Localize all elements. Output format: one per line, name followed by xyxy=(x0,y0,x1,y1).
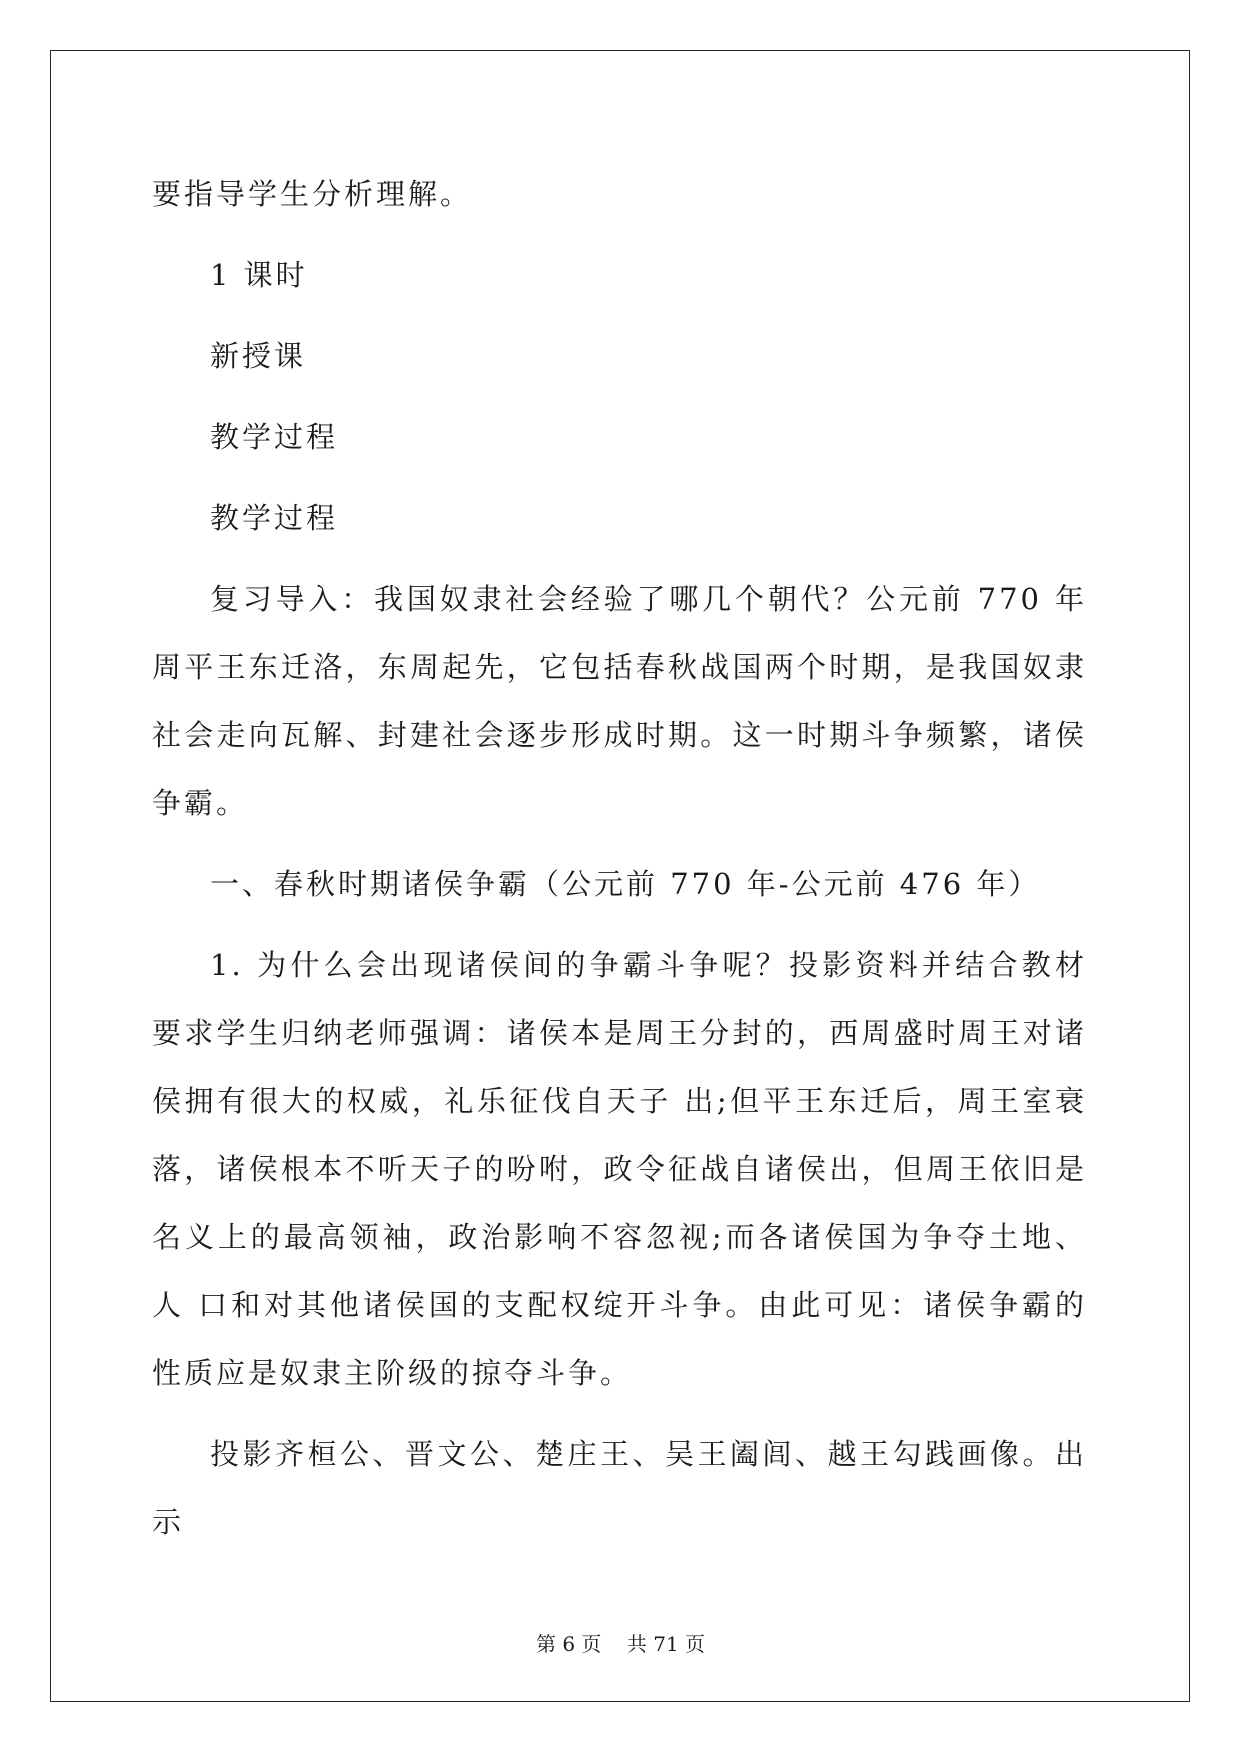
paragraph: 教学过程 xyxy=(210,501,339,535)
paragraph: 复习导入：我国奴隶社会经验了哪几个朝代？公元前 770 年周平王东迁洛，东周起先，它包括春秋战国两个时期，是我国奴隶社会走向瓦解、封建社会逐步形成时期。这一时期斗争频繁，诸侯争霸。 xyxy=(152,582,1087,820)
paragraph: 教学过程 xyxy=(210,420,339,454)
document-body xyxy=(152,160,1087,1569)
page-total: 共 71 页 xyxy=(626,1632,706,1656)
paragraph: 新授课 xyxy=(210,339,307,373)
paragraph: 1. 为什么会出现诸侯间的争霸斗争呢？投影资料并结合教材要求学生归纳老师强调：诸侯本是周王分封的，西周盛时周王对诸侯拥有很大的权威，礼乐征伐自天子 出;但平王东迁后，周王室衰落，诸侯根本不听天子的吩咐，政令征战自诸侯出，但周王依旧是名义上的最高领袖，政治影响不容忽视;而各诸侯国为争夺土地、人 口和对其他诸侯国的支配权绽开斗争。由此可见：诸侯争霸的性质应是奴隶主阶级的掠夺斗争。 xyxy=(152,948,1087,1390)
paragraph: 投影齐桓公、晋文公、楚庄王、吴王阖闾、越王勾践画像。出示 xyxy=(152,1437,1087,1539)
paragraph: 1 课时 xyxy=(210,258,308,292)
page-footer xyxy=(0,1628,1241,1657)
section-heading: 一、春秋时期诸侯争霸（公元前 770 年-公元前 476 年） xyxy=(210,867,1041,901)
paragraph: 要指导学生分析理解。 xyxy=(152,177,473,211)
page-number: 第 6 页 xyxy=(535,1632,602,1656)
